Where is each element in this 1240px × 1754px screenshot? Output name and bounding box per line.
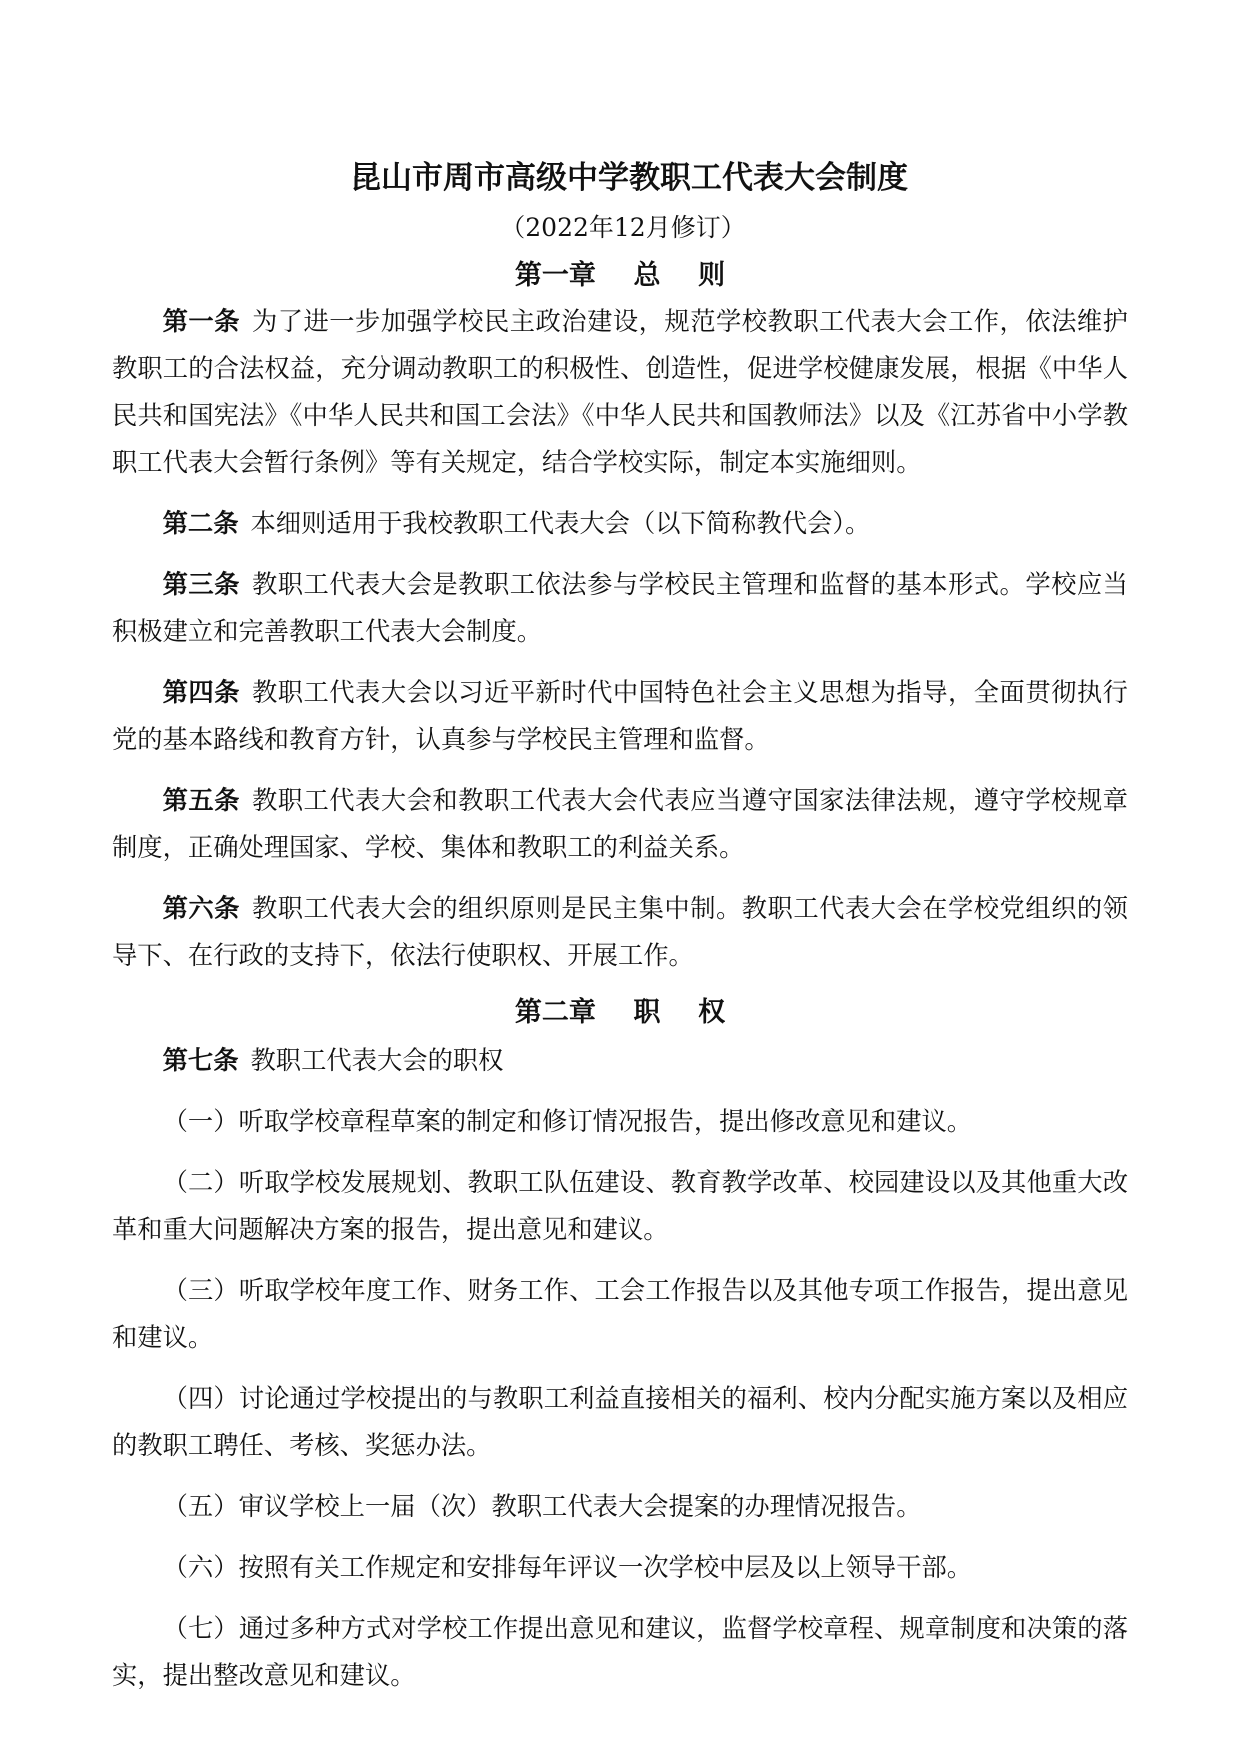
- power-item-2: （二）听取学校发展规划、教职工队伍建设、教育教学改革、校园建设以及其他重大改革和重大问题解决方案的报告，提出意见和建议。: [112, 1168, 1128, 1244]
- article-text: 教职工代表大会以习近平新时代中国特色社会主义思想为指导，全面贯彻执行党的基本路线和教育方针，认真参与学校民主管理和监督。: [112, 678, 1128, 754]
- chapter-heading-1: 第一章 总 则: [514, 260, 726, 291]
- article-6: [112, 885, 1128, 979]
- article-number: 第三条: [162, 570, 240, 599]
- power-item-3: （三）听取学校年度工作、财务工作、工会工作报告以及其他专项工作报告，提出意见和建议。: [112, 1276, 1128, 1352]
- article-number: 第二条: [162, 509, 239, 538]
- article-5: [112, 777, 1128, 871]
- power-item-6: （六）按照有关工作规定和安排每年评议一次学校中层及以上领导干部。: [162, 1553, 973, 1582]
- power-item-1: （一）听取学校章程草案的制定和修订情况报告，提出修改意见和建议。: [162, 1107, 973, 1136]
- article-3: [112, 561, 1128, 655]
- article-7: [112, 1037, 1128, 1084]
- chapter-heading-2: 第二章 职 权: [514, 997, 726, 1028]
- article-text: 教职工代表大会的职权: [250, 1046, 504, 1075]
- article-text: 本细则适用于我校教职工代表大会（以下简称教代会）。: [250, 509, 871, 538]
- document-title: 昆山市周市高级中学教职工代表大会制度: [350, 160, 908, 196]
- article-1: [112, 298, 1128, 486]
- power-item-7: （七）通过多种方式对学校工作提出意见和建议，监督学校章程、规章制度和决策的落实，提出整改意见和建议。: [112, 1614, 1128, 1690]
- document-page: [112, 158, 1128, 1713]
- power-item-4: （四）讨论通过学校提出的与教职工利益直接相关的福利、校内分配实施方案以及相应的教职工聘任、考核、奖惩办法。: [112, 1384, 1128, 1460]
- article-text: 教职工代表大会的组织原则是民主集中制。教职工代表大会在学校党组织的领导下、在行政的支持下，依法行使职权、开展工作。: [112, 894, 1128, 970]
- power-item-5: （五）审议学校上一届（次）教职工代表大会提案的办理情况报告。: [162, 1492, 922, 1521]
- article-4: [112, 669, 1128, 763]
- article-number: 第一条: [162, 307, 240, 336]
- article-text: 为了进一步加强学校民主政治建设，规范学校教职工代表大会工作，依法维护教职工的合法权益，充分调动教职工的积极性、创造性，促进学校健康发展，根据《中华人民共和国宪法》《中华人民共和国工会法》《中华人民共和国教师法》以及《江苏省中小学教职工代表大会暂行条例》等有关规定，结合学校实际，制定本实施细则。: [112, 307, 1128, 477]
- article-number: 第六条: [162, 894, 240, 923]
- article-text: 教职工代表大会和教职工代表大会代表应当遵守国家法律法规，遵守学校规章制度，正确处理国家、学校、集体和教职工的利益关系。: [112, 786, 1128, 862]
- article-number: 第五条: [162, 786, 240, 815]
- article-number: 第四条: [162, 678, 240, 707]
- revision-date: （2022年12月修订）: [500, 213, 746, 242]
- article-number: 第七条: [162, 1046, 239, 1075]
- article-text: 教职工代表大会是教职工依法参与学校民主管理和监督的基本形式。学校应当积极建立和完善教职工代表大会制度。: [112, 570, 1128, 646]
- article-2: [112, 500, 1128, 547]
